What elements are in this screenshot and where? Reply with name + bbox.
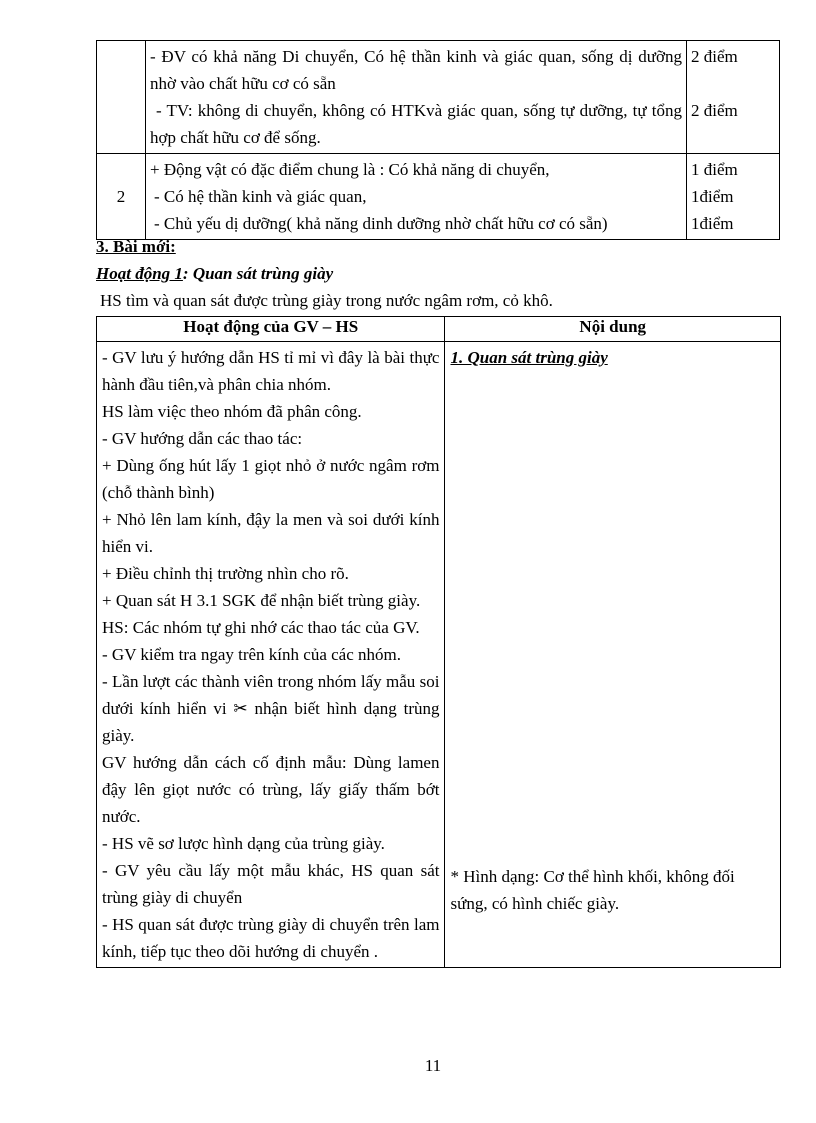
activity-line: + Nhỏ lên lam kính, đậy la men và soi dưới kính hiển vi. <box>102 510 440 556</box>
activity-line: GV hướng dẫn cách cố định mẫu: Dùng lamen đậy lên giọt nước có trùng, lấy giấy thấm bớt nước. <box>102 753 440 826</box>
activities-cell <box>97 342 445 968</box>
shape-description: * Hình dạng: Cơ thể hình khối, không đối sứng, có hình chiếc giày. <box>450 867 735 913</box>
table-row <box>97 41 780 154</box>
table-row <box>97 342 781 968</box>
score-table <box>96 40 780 240</box>
row-number: 2 <box>97 154 146 240</box>
activity-line: - GV yêu cầu lấy một mẫu khác, HS quan sát trùng giày di chuyển <box>102 861 440 907</box>
answer-line: - Chủ yếu dị dưỡng( khả năng dinh dưỡng nhờ chất hữu cơ có sẵn) <box>154 214 608 233</box>
score-value: 2 điểm <box>691 101 738 120</box>
activity-heading <box>96 263 333 285</box>
activity-line: - Lần lượt các thành viên trong nhóm lấy mẫu soi dưới kính hiển vi ✂ nhận biết hình dạng trùng giày. <box>102 672 440 745</box>
score-value: 1 điểm <box>691 160 738 179</box>
answer-cell <box>146 41 687 154</box>
activity-title: : Quan sát trùng giày <box>182 264 334 283</box>
score-cell <box>687 41 780 154</box>
activity-line: + Dùng ống hút lấy 1 giọt nhỏ ở nước ngâm rơm (chỗ thành bình) <box>102 456 440 502</box>
activity-line: HS: Các nhóm tự ghi nhớ các thao tác của GV. <box>102 618 420 637</box>
activity-line: + Điều chỉnh thị trường nhìn cho rõ. <box>102 564 349 583</box>
activity-line: - GV hướng dẫn các thao tác: <box>102 429 303 448</box>
activity-line: - HS vẽ sơ lược hình dạng của trùng giày. <box>102 834 385 853</box>
answer-line: - TV: không di chuyển, không có HTKvà giác quan, sống tự dưỡng, tự tổng hợp chất hữu cơ để sống. <box>150 101 682 147</box>
table-row <box>97 154 780 240</box>
activity-line: - GV kiểm tra ngay trên kính của các nhóm. <box>102 645 401 664</box>
activity-line: - GV lưu ý hướng dẫn HS tỉ mỉ vì đây là bài thực hành đầu tiên,và phân chia nhóm. <box>102 348 440 394</box>
row-number <box>97 41 146 154</box>
activity-line: + Quan sát H 3.1 SGK để nhận biết trùng giày. <box>102 591 421 610</box>
score-value: 1điểm <box>691 187 734 206</box>
header-content: Nội dung <box>445 317 781 342</box>
table-header-row <box>97 317 781 342</box>
activity-line: HS làm việc theo nhóm đã phân công. <box>102 402 362 421</box>
answer-line: - Có hệ thần kinh và giác quan, <box>154 187 367 206</box>
activity-line: - HS quan sát được trùng giày di chuyển trên lam kính, tiếp tục theo dõi hướng di chuyển . <box>102 915 440 961</box>
intro-text: HS tìm và quan sát được trùng giày trong nước ngâm rơm, cỏ khô. <box>100 291 553 310</box>
content-cell <box>445 342 781 968</box>
score-value: 2 điểm <box>691 47 738 66</box>
score-cell <box>687 154 780 240</box>
activity-table <box>96 316 781 968</box>
content-title: 1. Quan sát trùng giày <box>450 348 608 367</box>
answer-line: + Động vật có đặc điểm chung là : Có khả năng di chuyển, <box>150 160 550 179</box>
answer-line: - ĐV có khả năng Di chuyển, Có hệ thần kinh và giác quan, sống dị dưỡng nhờ vào chất hữu cơ có sẵn <box>150 47 682 93</box>
answer-cell <box>146 154 687 240</box>
page-number: 11 <box>424 1056 442 1075</box>
section-title: 3. Bài mới: <box>96 237 176 256</box>
header-activities: Hoạt động của GV – HS <box>97 317 445 342</box>
score-value: 1điểm <box>691 214 734 233</box>
activity-label: Hoạt động 1 <box>96 264 183 283</box>
